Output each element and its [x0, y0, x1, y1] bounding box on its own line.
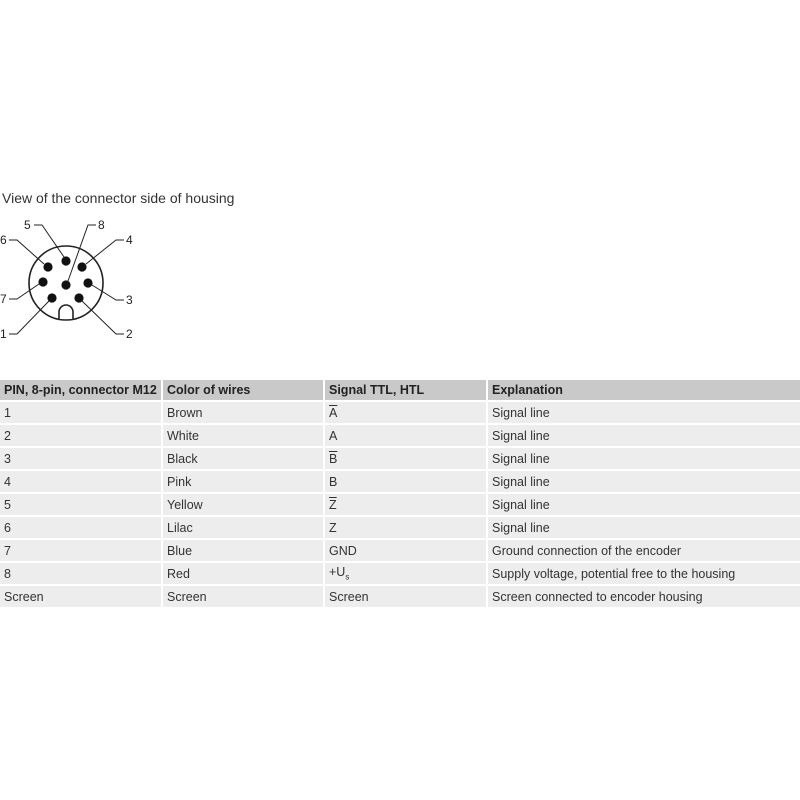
cell-wire-color: Lilac	[161, 517, 323, 538]
cell-pin: 7	[0, 540, 161, 561]
cell-wire-color: Red	[161, 563, 323, 584]
pin-label-6: 6	[0, 233, 7, 247]
cell-signal	[323, 494, 486, 515]
cell-explanation: Signal line	[486, 402, 800, 423]
pin-3-dot	[83, 278, 92, 287]
pin-label-2: 2	[126, 327, 133, 341]
cell-signal	[323, 517, 486, 538]
cell-pin: Screen	[0, 586, 161, 607]
signal-subscript: s	[345, 572, 350, 582]
cell-explanation: Signal line	[486, 517, 800, 538]
pin-8-dot	[61, 280, 70, 289]
cell-pin: 2	[0, 425, 161, 446]
signal-name: $\overline{Z}$	[329, 497, 337, 512]
cell-explanation: Supply voltage, potential free to the housing	[486, 563, 800, 584]
cell-wire-color: Yellow	[161, 494, 323, 515]
cell-pin: 1	[0, 402, 161, 423]
header-pin: PIN, 8-pin, connector M12	[0, 380, 161, 400]
table-row	[0, 494, 800, 515]
cell-pin: 6	[0, 517, 161, 538]
table-row	[0, 517, 800, 538]
cell-signal	[323, 471, 486, 492]
cell-explanation: Signal line	[486, 425, 800, 446]
cell-pin: 5	[0, 494, 161, 515]
diagram-caption: View of the connector side of housing	[2, 190, 235, 206]
pin-label-4: 4	[126, 233, 133, 247]
cell-signal	[323, 540, 486, 561]
table-row	[0, 563, 800, 584]
leader-line-8	[68, 225, 96, 281]
pin-4-dot	[77, 262, 86, 271]
table-row	[0, 471, 800, 492]
pin-5-dot	[61, 256, 70, 265]
table-row	[0, 586, 800, 607]
cell-pin: 4	[0, 471, 161, 492]
cell-pin: 8	[0, 563, 161, 584]
cell-pin: 3	[0, 448, 161, 469]
signal-name: +U	[329, 565, 346, 580]
table-row	[0, 448, 800, 469]
cell-explanation: Ground connection of the encoder	[486, 540, 800, 561]
cell-wire-color: Screen	[161, 586, 323, 607]
cell-explanation: Signal line	[486, 471, 800, 492]
signal-name: B	[329, 474, 338, 489]
cell-wire-color: Pink	[161, 471, 323, 492]
leader-line-1	[9, 301, 49, 334]
cell-explanation: Screen connected to encoder housing	[486, 586, 800, 607]
pin-label-5: 5	[24, 218, 31, 232]
signal-name: Screen	[329, 589, 369, 604]
leader-line-5	[34, 225, 64, 257]
cell-wire-color: White	[161, 425, 323, 446]
leader-line-4	[86, 240, 124, 264]
header-wire-color: Color of wires	[161, 380, 323, 400]
signal-name: $\overline{B}$	[329, 451, 338, 466]
leader-line-2	[82, 301, 124, 334]
pin-7-dot	[38, 277, 47, 286]
cell-wire-color: Blue	[161, 540, 323, 561]
pin-label-1: 1	[0, 327, 7, 341]
pin-label-7: 7	[0, 292, 7, 306]
signal-name: Z	[329, 520, 337, 535]
pin-assignment-table	[0, 378, 800, 609]
cell-wire-color: Black	[161, 448, 323, 469]
table-row	[0, 402, 800, 423]
signal-name: $\overline{A}$	[329, 405, 338, 420]
header-explanation: Explanation	[486, 380, 800, 400]
table-header-row	[0, 380, 800, 400]
pin-label-8: 8	[98, 218, 105, 232]
cell-signal	[323, 586, 486, 607]
signal-name: GND	[329, 543, 357, 558]
table-row	[0, 425, 800, 446]
cell-signal	[323, 425, 486, 446]
cell-signal	[323, 448, 486, 469]
table-row	[0, 540, 800, 561]
pin-6-dot	[43, 262, 52, 271]
leader-line-7	[9, 284, 39, 299]
signal-name: A	[329, 428, 338, 443]
leader-line-6	[9, 240, 44, 264]
header-signal: Signal TTL, HTL	[323, 380, 486, 400]
cell-signal	[323, 563, 486, 584]
connector-pin-diagram	[0, 212, 150, 347]
cell-explanation: Signal line	[486, 494, 800, 515]
pin-label-3: 3	[126, 293, 133, 307]
connector-key-notch	[59, 305, 73, 319]
leader-line-3	[92, 285, 124, 300]
cell-signal	[323, 402, 486, 423]
cell-explanation: Signal line	[486, 448, 800, 469]
cell-wire-color: Brown	[161, 402, 323, 423]
